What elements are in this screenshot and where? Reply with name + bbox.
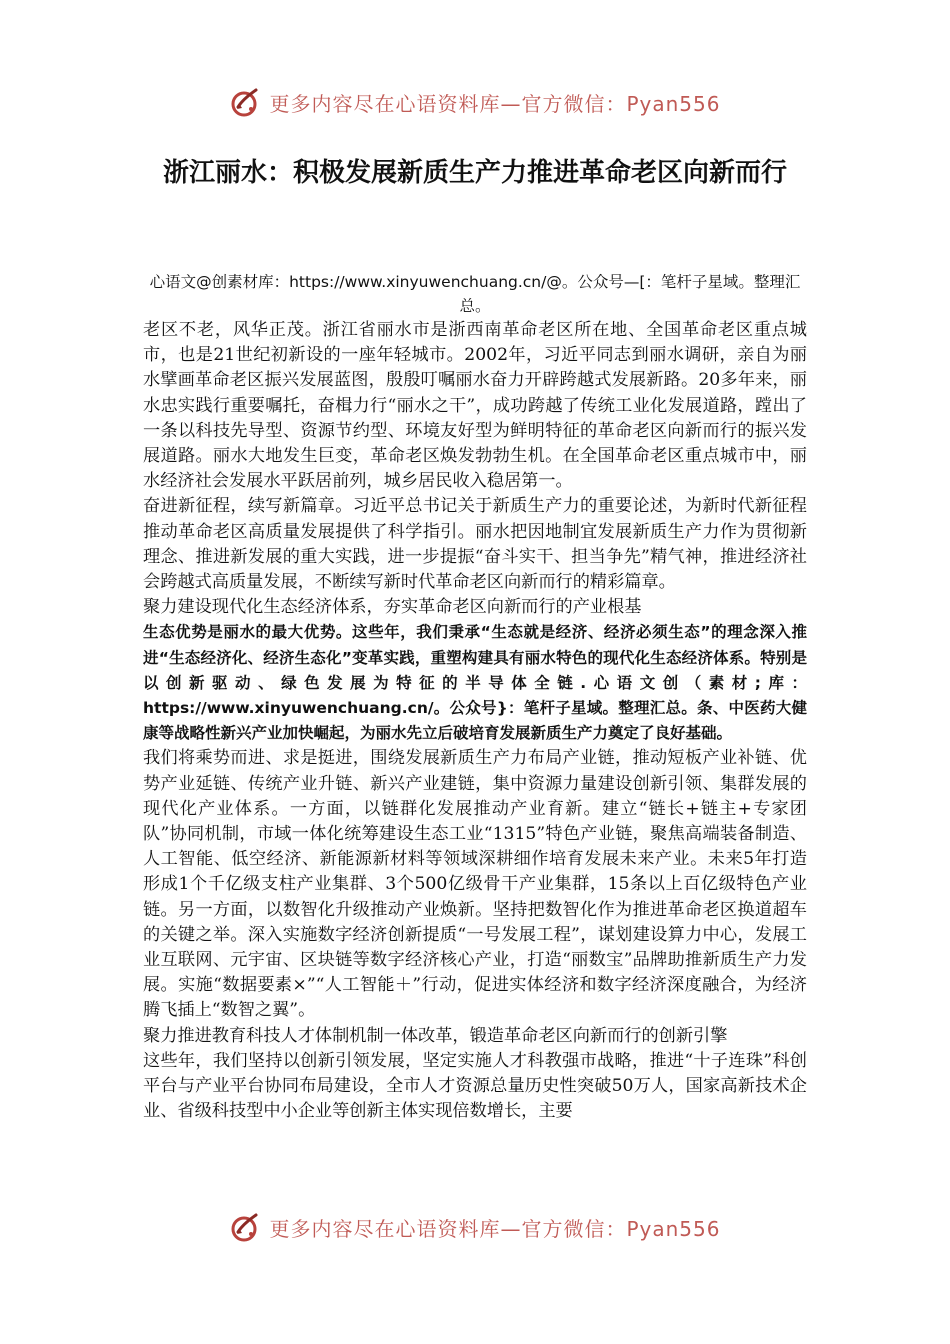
footer-banner-text: 更多内容尽在心语资料库—官方微信：Pyan556 — [269, 1216, 721, 1241]
brush-logo-icon — [229, 1210, 263, 1244]
article-title: 浙江丽水：积极发展新质生产力推进革命老区向新而行 — [162, 158, 787, 188]
brush-logo-icon — [229, 85, 263, 119]
section-heading: 聚力推进教育科技人才体制机制一体改革，锻造革命老区向新而行的创新引擎 — [143, 1025, 728, 1046]
header-banner-text: 更多内容尽在心语资料库—官方微信：Pyan556 — [269, 91, 721, 116]
source-line: 心语文@创素材库：https://www.xinyuwenchuang.cn/@。公众号—[：笔杆子星域。整理汇总。 — [149, 273, 801, 315]
section-heading: 聚力建设现代化生态经济体系，夯实革命老区向新而行的产业根基 — [143, 597, 642, 618]
paragraph: 这些年，我们坚持以创新引领发展，坚定实施人才科教强市战略，推进“十子连珠”科创平台与产业平台协同布局建设，全市人才资源总量历史性突破50万人，国家高新技术企业、省级科技型中小企业等创新主体实现倍数增长，主要 — [143, 1050, 807, 1122]
article-body — [143, 318, 807, 1125]
header-banner — [0, 82, 950, 122]
paragraph: 奋进新征程，续写新篇章。习近平总书记关于新质生产力的重要论述，为新时代新征程推动革命老区高质量发展提供了科学指引。丽水把因地制宜发展新质生产力作为贯彻新理念、推进新发展的重大实践，进一步提振“奋斗实干、担当争先”精气神，推进经济社会跨越式高质量发展，不断续写新时代革命老区向新而行的精彩篇章。 — [143, 496, 807, 593]
paragraph: 我们将乘势而进、求是挺进，围绕发展新质生产力布局产业链，推动短板产业补链、优势产业延链、传统产业升链、新兴产业建链，集中资源力量建设创新引领、集群发展的现代化产业体系。一方面，以链群化发展推动产业育新。建立“链长+链主+专家团队”协同机制，市域一体化统筹建设生态工业“1315”特色产业链，聚焦高端装备制造、人工智能、低空经济、新能源新材料等领域深耕细作培育发展未来产业。未来5年打造形成1个千亿级支柱产业集群、3个500亿级骨干产业集群，15条以上百亿级特色产业链。另一方面，以数智化升级推动产业焕新。坚持把数智化作为推进革命老区换道超车的关键之举。深入实施数字经济创新提质“一号发展工程”，谋划建设算力中心，发展工业互联网、元宇宙、区块链等数字经济核心产业，打造“丽数宝”品牌助推新质生产力发展。实施“数据要素×”“人工智能＋”行动，促进实体经济和数字经济深度融合，为经济腾飞插上“数智之翼”。 — [143, 748, 807, 1021]
footer-banner — [0, 1207, 950, 1247]
paragraph-bold: 生态优势是丽水的最大优势。这些年，我们秉承“生态就是经济、经济必须生态”的理念深入推进“生态经济化、经济生态化”变革实践，重塑构建具有丽水特色的现代化生态经济体系。特别是以创新驱动、绿色发展为特征的半导体全链.心语文创（素材;库：https://www.xinyuwenchuang.cn/。公众号}：笔杆子星域。整理汇总。条、中医药大健康等战略性新兴产业加快崛起，为丽水先立后破培育发展新质生产力奠定了良好基础。 — [143, 623, 807, 743]
paragraph: 老区不老，风华正茂。浙江省丽水市是浙西南革命老区所在地、全国革命老区重点城市，也是21世纪初新设的一座年轻城市。2002年，习近平同志到丽水调研，亲自为丽水擘画革命老区振兴发展蓝图，殷殷叮嘱丽水奋力开辟跨越式发展新路。20多年来，丽水忠实践行重要嘱托，奋楫力行“丽水之干”，成功跨越了传统工业化发展道路，蹚出了一条以科技先导型、资源节约型、环境友好型为鲜明特征的革命老区向新而行的振兴发展道路。丽水大地发生巨变，革命老区焕发勃勃生机。在全国革命老区重点城市中，丽水经济社会发展水平跃居前列，城乡居民收入稳居第一。 — [143, 320, 807, 492]
